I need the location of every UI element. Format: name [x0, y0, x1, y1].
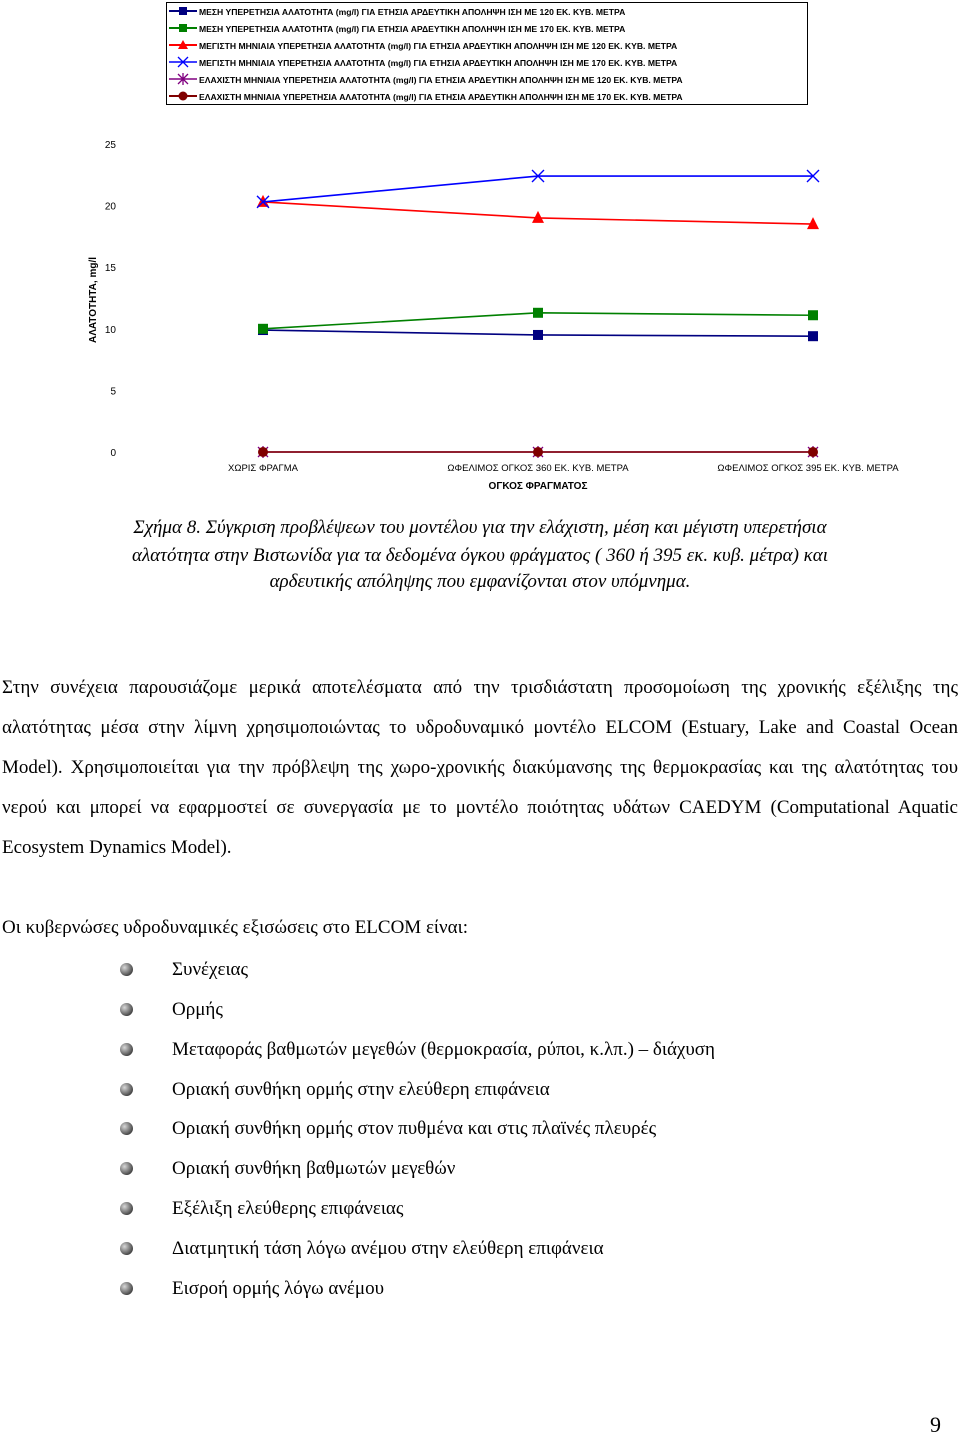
legend-label: ΕΛΑΧΙΣΤΗ ΜΗΝΙΑΙΑ ΥΠΕΡΕΤΗΣΙΑ ΑΛΑΤΟΤΗΤΑ (mg/l) ΓΙΑ ΕΤΗΣΙΑ ΑΡΔΕΥΤΙΚΗ ΑΠΟΛΗΨΗ ΙΣΗ ΜΕ 170 ΕΚ. ΚΥΒ. ΜΕΤΡΑ [199, 92, 683, 102]
legend-entry-min-120 [167, 72, 807, 89]
legend-marker-star-purple [169, 72, 197, 86]
legend-entry-min-170 [167, 89, 807, 106]
data-point [808, 310, 818, 320]
figure-caption-line-3: αρδευτικής απόληψης που εμφανίζονται στον υπόμνημα. [269, 571, 691, 592]
series-3 [257, 170, 819, 208]
legend-marker-square-navy [169, 4, 197, 18]
bullet-text: Εισροή ορμής λόγω ανέμου [172, 1278, 384, 1299]
legend-label: ΕΛΑΧΙΣΤΗ ΜΗΝΙΑΙΑ ΥΠΕΡΕΤΗΣΙΑ ΑΛΑΤΟΤΗΤΑ (mg/l) ΓΙΑ ΕΤΗΣΙΑ ΑΡΔΕΥΤΙΚΗ ΑΠΟΛΗΨΗ ΙΣΗ ΜΕ 120 ΕΚ. ΚΥΒ. ΜΕΤΡΑ [199, 75, 683, 85]
bullet-icon [120, 963, 133, 976]
bullet-text: Μεταφοράς βαθμωτών μεγεθών (θερμοκρασία, ρύποι, κ.λπ.) – διάχυση [172, 1039, 715, 1060]
bullet-text: Οριακή συνθήκη βαθμωτών μεγεθών [172, 1158, 456, 1179]
data-point [807, 217, 819, 229]
legend-label: ΜΕΓΙΣΤΗ ΜΗΝΙΑΙΑ ΥΠΕΡΕΤΗΣΙΑ ΑΛΑΤΟΤΗΤΑ (mg/l) ΓΙΑ ΕΤΗΣΙΑ ΑΡΔΕΥΤΙΚΗ ΑΠΟΛΗΨΗ ΙΣΗ ΜΕ 120 ΕΚ. ΚΥΒ. ΜΕΤΡΑ [199, 41, 678, 51]
data-point [808, 331, 818, 341]
legend-entry-max-170 [167, 55, 807, 72]
bullet-icon [120, 1162, 133, 1175]
data-point [258, 447, 268, 457]
legend-entry-mean-120 [167, 4, 807, 21]
salinity-line-chart [0, 110, 960, 495]
bullet-text: Οριακή συνθήκη ορμής στην ελεύθερη επιφάνεια [172, 1079, 550, 1100]
bullet-icon [120, 1122, 133, 1135]
series-5 [258, 447, 818, 457]
bullet-text: Εξέλιξη ελεύθερης επιφάνειας [172, 1198, 404, 1219]
bullet-icon [120, 1242, 133, 1255]
series-2 [257, 195, 819, 229]
figure-caption-line-1: Σχήμα 8. Σύγκριση προβλέψεων του μοντέλου για την ελάχιστη, μέση και μέγιστη υπερετήσια [133, 517, 827, 538]
legend-marker-x-blue [169, 55, 197, 69]
bullet-text: Συνέχειας [172, 959, 249, 980]
bullet-text: Οριακή συνθήκη ορμής στον πυθμένα και στις πλαϊνές πλευρές [172, 1118, 657, 1139]
x-tick-label: ΧΩΡΙΣ ΦΡΑΓΜΑ [228, 463, 298, 474]
figure-caption-line-2: αλατότητα στην Βιστωνίδα για τα δεδομένα όγκου φράγματος ( 360 ή 395 εκ. κυβ. μέτρα) και [131, 545, 829, 566]
bullet-text: Διατμητική τάση λόγω ανέμου στην ελεύθερη επιφάνεια [172, 1238, 604, 1259]
legend-label: ΜΕΣΗ ΥΠΕΡΕΤΗΣΙΑ ΑΛΑΤΟΤΗΤΑ (mg/l) ΓΙΑ ΕΤΗΣΙΑ ΑΡΔΕΥΤΙΚΗ ΑΠΟΛΗΨΗ ΙΣΗ ΜΕ 120 ΕΚ. ΚΥΒ. ΜΕΤΡΑ [199, 7, 626, 17]
page-number: 9 [930, 1412, 941, 1437]
x-tick-label: ΩΦΕΛΙΜΟΣ ΟΓΚΟΣ 360 ΕΚ. ΚΥΒ. ΜΕΤΡΑ [447, 463, 629, 474]
series-line [263, 176, 813, 202]
y-tick-label: 25 [104, 140, 116, 151]
bullet-text: Ορμής [172, 999, 223, 1020]
data-point [533, 308, 543, 318]
y-tick-label: 15 [104, 263, 116, 275]
x-axis-label: ΟΓΚΟΣ ΦΡΑΓΜΑΤΟΣ [488, 481, 588, 492]
series-layer [257, 170, 819, 458]
y-axis-ticks [105, 140, 117, 459]
data-point [533, 330, 543, 340]
x-axis-ticks [228, 463, 899, 474]
data-point [258, 324, 268, 334]
series-1 [258, 308, 818, 334]
legend-marker-triangle-red [169, 38, 197, 52]
legend-marker-circle-maroon [169, 89, 197, 103]
legend-label: ΜΕΣΗ ΥΠΕΡΕΤΗΣΙΑ ΑΛΑΤΟΤΗΤΑ (mg/l) ΓΙΑ ΕΤΗΣΙΑ ΑΡΔΕΥΤΙΚΗ ΑΠΟΛΗΨΗ ΙΣΗ ΜΕ 170 ΕΚ. ΚΥΒ. ΜΕΤΡΑ [199, 24, 626, 34]
data-point [533, 447, 543, 457]
body-paragraph: Στην συνέχεια παρουσιάζομε μερικά αποτελέσματα από την τρισδιάστατη προσομοίωση της χρονικής εξέλιξης της αλατότητας μέσα στην λίμνη χρησιμοποιώντας το υδροδυναμικό μοντέλο ELCOM (Estuary, Lake and Coastal Ocean Model). Χρησιμοποιείται για την πρόβλεψη της χωρο-χρονικής διακύμανσης της θερμοκρασίας και της αλατότητας του νερού και μπορεί να εφαρμοστεί σε συνεργασία με το μοντέλο ποιότητας υδάτων CAEDYM (Computational Aquatic Ecosystem Dynamics Model). [2, 677, 958, 858]
series-0 [258, 325, 818, 341]
y-tick-label: 10 [104, 324, 116, 336]
data-point [808, 447, 818, 457]
chart-legend [166, 2, 808, 105]
legend-label: ΜΕΓΙΣΤΗ ΜΗΝΙΑΙΑ ΥΠΕΡΕΤΗΣΙΑ ΑΛΑΤΟΤΗΤΑ (mg/l) ΓΙΑ ΕΤΗΣΙΑ ΑΡΔΕΥΤΙΚΗ ΑΠΟΛΗΨΗ ΙΣΗ ΜΕ 170 ΕΚ. ΚΥΒ. ΜΕΤΡΑ [199, 58, 678, 68]
bullet-icon [120, 1282, 133, 1295]
body-paragraph-equations-intro: Οι κυβερνώσες υδροδυναμικές εξισώσεις στο ELCOM είναι: [2, 917, 468, 938]
y-tick-label: 20 [104, 201, 116, 213]
x-tick-label: ΩΦΕΛΙΜΟΣ ΟΓΚΟΣ 395 ΕΚ. ΚΥΒ. ΜΕΤΡΑ [717, 463, 899, 474]
legend-marker-square-green [169, 21, 197, 35]
bullet-icon [120, 1083, 133, 1096]
bullet-icon [120, 1202, 133, 1215]
bullet-icon [120, 1003, 133, 1016]
legend-entry-max-120 [167, 38, 807, 55]
y-axis-label: ΑΛΑΤΟΤΗΤΑ, mg/l [88, 256, 99, 344]
legend-entry-mean-170 [167, 21, 807, 38]
bullet-icon [120, 1043, 133, 1056]
y-tick-label: 0 [110, 448, 116, 459]
y-tick-label: 5 [110, 386, 116, 398]
